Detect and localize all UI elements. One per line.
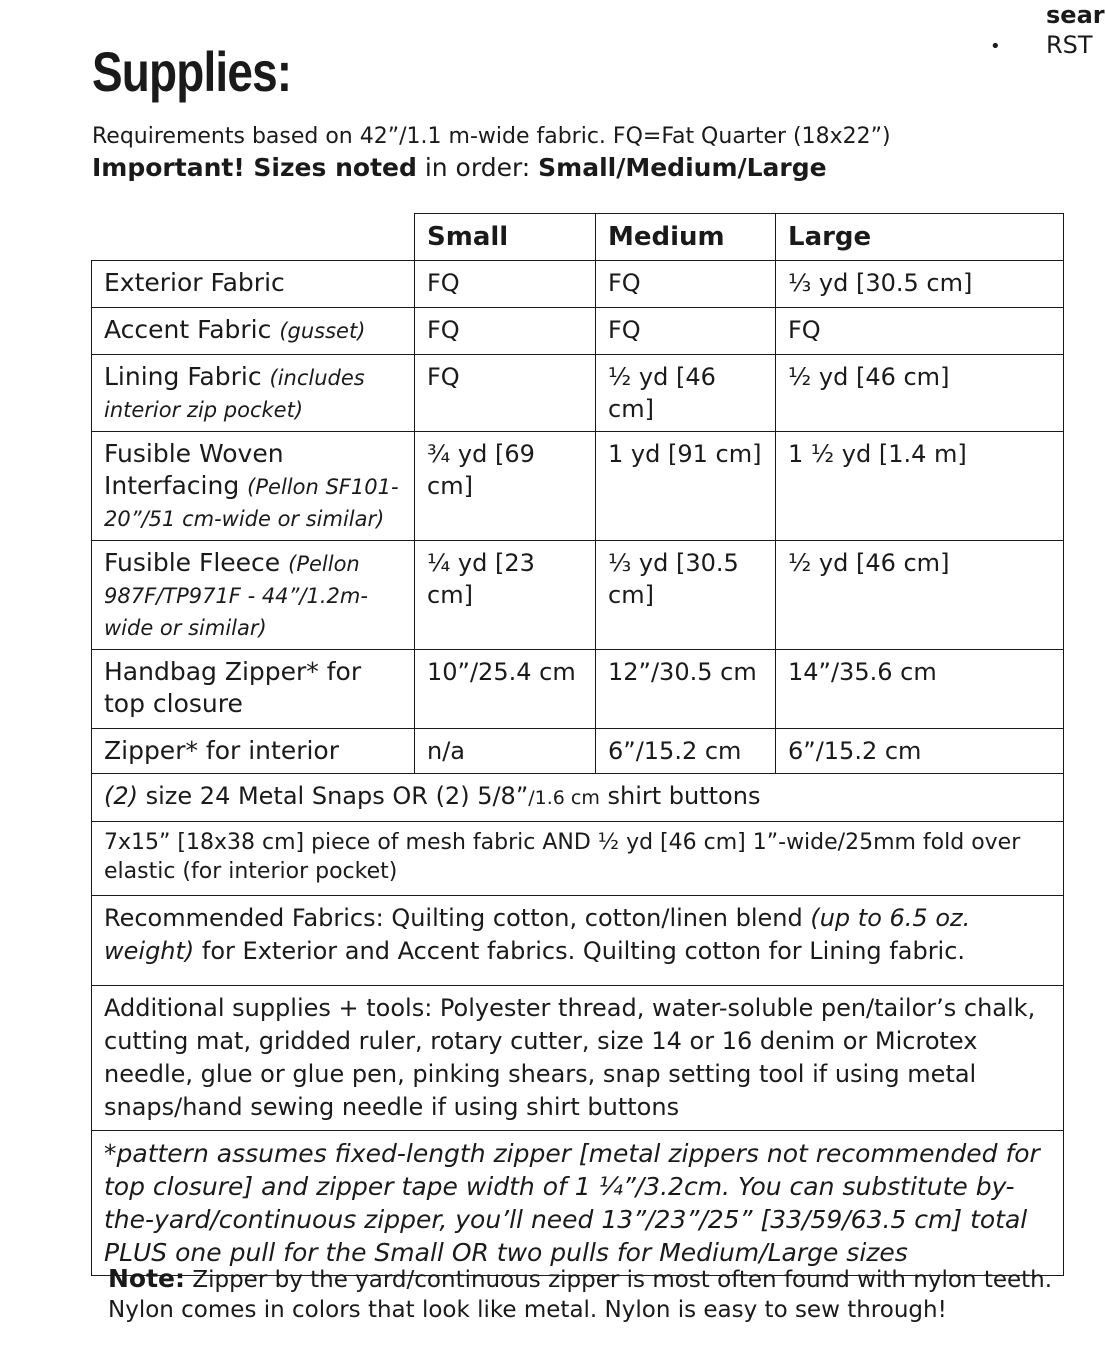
sizes-note-mid: in order: <box>416 153 539 182</box>
item-name: Fusible Fleece <box>104 548 281 577</box>
value-large: FQ <box>776 308 1064 355</box>
snaps-end: shirt buttons <box>599 782 761 810</box>
value-medium: ½ yd [46 cm] <box>596 355 776 432</box>
page-title: Supplies: <box>92 40 292 103</box>
item-cell <box>92 729 415 774</box>
item-cell <box>92 650 415 729</box>
requirements-line: Requirements based on 42”/1.1 m-wide fabric. FQ=Fat Quarter (18x22”) <box>92 124 891 149</box>
table-row <box>92 774 1064 822</box>
table-row <box>92 986 1064 1131</box>
table-row <box>92 729 1064 774</box>
recommended-row <box>92 896 1064 986</box>
value-small: FQ <box>415 308 596 355</box>
value-small: FQ <box>415 261 596 308</box>
header-medium: Medium <box>596 214 776 261</box>
value-large: 14”/35.6 cm <box>776 650 1064 729</box>
header-large: Large <box>776 214 1064 261</box>
note-label: Note: <box>108 1264 186 1293</box>
item-cell <box>92 308 415 355</box>
item-name: Zipper* for interior <box>104 736 340 765</box>
value-small: ¼ yd [23 cm] <box>415 541 596 650</box>
value-medium: ⅓ yd [30.5 cm] <box>596 541 776 650</box>
item-name: Exterior Fabric <box>104 268 285 297</box>
table-row <box>92 355 1064 432</box>
table-row <box>92 822 1064 896</box>
item-cell <box>92 355 415 432</box>
additional-row: Additional supplies + tools: Polyester thread, water-soluble pen/tailor’s chalk, cutting mat, gridded ruler, rotary cutter, size 14 or 16 denim or Microtex needle, glue or glue pen, pinking shears, snap setting tool if using metal snaps/hand sewing needle if using shirt buttons <box>92 986 1064 1131</box>
snaps-row <box>92 774 1064 822</box>
item-name: Lining Fabric <box>104 362 262 391</box>
sizes-note-sizes: Small/Medium/Large <box>538 153 827 182</box>
item-detail: (gusset) <box>279 319 366 343</box>
table-row <box>92 261 1064 308</box>
note-paragraph <box>108 1264 1068 1325</box>
footnote-row: *pattern assumes fixed-length zipper [metal zippers not recommended for top closure] and zipper tape width of 1 ¼”/3.2cm. You can substitute by-the-yard/continuous zipper, you’ll need 13”/23”/25” [33/59/63.5 cm] total PLUS one pull for the Small OR two pulls for Medium/Large sizes <box>92 1131 1064 1276</box>
recommended-b: (up to 6.5 oz. weight) <box>104 904 971 965</box>
item-name: Fusible Woven Interfacing <box>104 439 284 500</box>
sizes-note-lead: Important! Sizes noted <box>92 153 417 182</box>
value-small: 10”/25.4 cm <box>415 650 596 729</box>
value-large: 6”/15.2 cm <box>776 729 1064 774</box>
value-medium: 6”/15.2 cm <box>596 729 776 774</box>
table-row <box>92 541 1064 650</box>
value-medium: FQ <box>596 261 776 308</box>
item-cell <box>92 541 415 650</box>
table-row <box>92 1131 1064 1276</box>
value-small: n/a <box>415 729 596 774</box>
recommended-a: Recommended Fabrics: Quilting cotton, cotton/linen blend <box>104 904 811 932</box>
table-row <box>92 432 1064 541</box>
table-row <box>92 896 1064 986</box>
sizes-note <box>92 152 827 184</box>
value-medium: FQ <box>596 308 776 355</box>
mesh-row: 7x15” [18x38 cm] piece of mesh fabric AND ½ yd [46 cm] 1”-wide/25mm fold over elastic (for interior pocket) <box>92 822 1064 896</box>
item-detail: (includes interior zip pocket) <box>104 366 365 422</box>
header-row <box>92 214 1064 261</box>
value-large: 1 ½ yd [1.4 m] <box>776 432 1064 541</box>
corner-line-1: sear <box>1046 1 1105 29</box>
item-cell <box>92 432 415 541</box>
snaps-qty: (2) <box>104 782 138 810</box>
value-large: ½ yd [46 cm] <box>776 355 1064 432</box>
bullet-icon: • <box>990 36 1001 57</box>
item-detail: (Pellon 987F/TP971F - 44”/1.2m-wide or similar) <box>104 552 368 640</box>
header-small: Small <box>415 214 596 261</box>
snaps-text: size 24 Metal Snaps OR (2) 5/8” <box>138 782 529 810</box>
value-large: ⅓ yd [30.5 cm] <box>776 261 1064 308</box>
snaps-metric: /1.6 cm <box>528 787 600 809</box>
item-name: Accent Fabric <box>104 315 272 344</box>
recommended-c: for Exterior and Accent fabrics. Quilting cotton for Lining fabric. <box>194 937 966 965</box>
item-detail: (Pellon SF101-20”/51 cm-wide or similar) <box>104 475 399 531</box>
note-text: Zipper by the yard/continuous zipper is most often found with nylon teeth. Nylon comes in colors that look like metal. Nylon is easy to sew through! <box>108 1267 1053 1323</box>
header-blank-cell <box>92 214 415 261</box>
value-medium: 1 yd [91 cm] <box>596 432 776 541</box>
value-large: ½ yd [46 cm] <box>776 541 1064 650</box>
supplies-table <box>91 213 1064 1276</box>
table-row <box>92 650 1064 729</box>
item-cell <box>92 261 415 308</box>
table-row <box>92 308 1064 355</box>
value-small: FQ <box>415 355 596 432</box>
item-name: Handbag Zipper* for top closure <box>104 657 362 718</box>
value-small: ¾ yd [69 cm] <box>415 432 596 541</box>
value-medium: 12”/30.5 cm <box>596 650 776 729</box>
corner-line-2: RST <box>1046 31 1093 59</box>
